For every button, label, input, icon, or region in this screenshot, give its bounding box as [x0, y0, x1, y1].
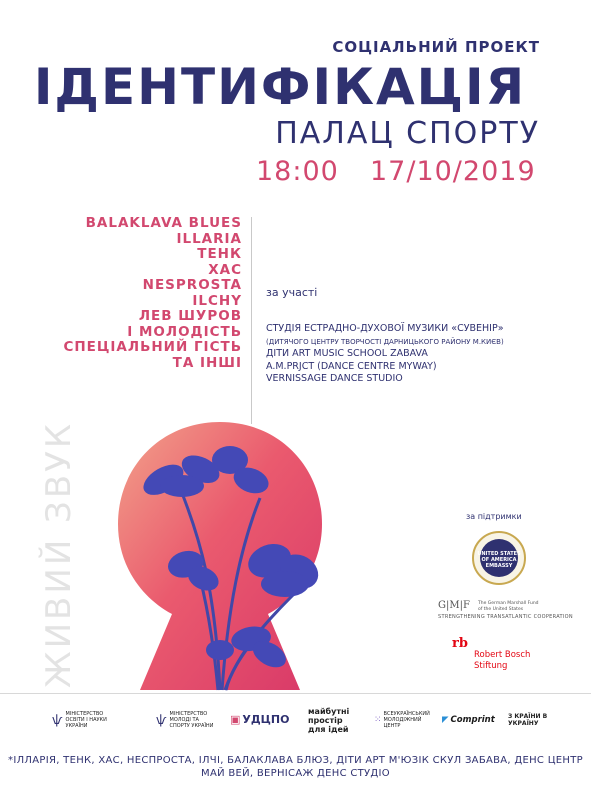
robert-bosch-name	[474, 650, 530, 672]
lineup-item: СПЕЦІАЛЬНИЙ ГІСТЬ	[63, 339, 242, 355]
robert-bosch-logo: rb	[452, 636, 468, 651]
guest-item: A.M.PRJCT (DANCE CENTRE MYWAY)	[266, 360, 437, 372]
live-sound-text: ЖИВИЙ ЗВУК	[39, 420, 79, 688]
participation-label: за участі	[266, 286, 318, 299]
partner-logos	[52, 706, 552, 734]
lineup-item: ТА ІНШІ	[172, 354, 242, 371]
trident-icon: ѱ	[52, 713, 63, 727]
venue: ПАЛАЦ СПОРТУ	[275, 116, 540, 151]
embassy-seal-icon	[472, 531, 526, 585]
partner-logo: ▣ УДЦПО	[230, 713, 290, 726]
subtitle: СОЦІАЛЬНИЙ ПРОЕКТ	[332, 38, 540, 56]
comprint-icon: ◤	[442, 715, 449, 725]
event-time: 18:00	[256, 156, 339, 187]
partner-logo: ⁙ ВСЕУКРАЇНСЬКИЙ МОЛОДІЖНИЙ ЦЕНТР	[374, 711, 430, 729]
dots-icon: ⁙	[374, 715, 382, 725]
live-sound-label	[26, 398, 86, 698]
keyhole-illustration	[100, 418, 340, 693]
robert-bosch-name-line2: Stiftung	[474, 661, 508, 671]
lineup-item: ILCHY	[192, 292, 242, 309]
lineup-list	[60, 216, 242, 371]
event-title: ІДЕНТИФІКАЦІЯ	[33, 58, 527, 116]
footer-divider	[0, 693, 591, 694]
partner-logo: майбутні простір для ідей	[308, 706, 350, 734]
footer-note: *ІЛЛАРІЯ, ТЕНК, ХАС, НЕСПРОСТА, ІЛЧІ, БАЛАКЛАВА БЛЮЗ, ДІТИ АРТ М'ЮЗІК СКУЛ ЗАБАВА, ДЕНС ЦЕНТР МАЙ ВЕЙ, ВЕРНІСАЖ ДЕНС СТУДІО	[8, 755, 583, 779]
partner-logo: З КРАЇНИ В УКРАЇНУ	[508, 713, 548, 727]
partner-logo: ѱ МІНІСТЕРСТВО МОЛОДІ ТА СПОРТУ УКРАЇНИ	[156, 711, 214, 729]
guest-item: VERNISSAGE DANCE STUDIO	[266, 373, 403, 384]
support-label: за підтримки	[466, 512, 522, 521]
gmf-tagline: STRENGTHENING TRANSATLANTIC COOPERATION	[438, 614, 573, 620]
robert-bosch-name-line1: Robert Bosch	[474, 650, 531, 660]
event-date: 17/10/2019	[370, 156, 536, 187]
udcpo-icon: ▣	[230, 713, 241, 726]
gmf-logo: G|M|F	[438, 600, 470, 611]
partner-logo: ѱ МІНІСТЕРСТВО ОСВІТИ І НАУКИ УКРАЇНИ	[52, 711, 107, 729]
guest-list	[266, 323, 504, 386]
gmf-name: The German Marshall Fund of the United States	[478, 601, 539, 612]
partner-logo: ◤ Comprint	[442, 715, 495, 725]
guest-item: ДІТИ ART MUSIC SCHOOL ZABAVA	[266, 348, 428, 359]
lineup-item: ILLARIA	[176, 230, 242, 247]
lineup-divider	[251, 217, 252, 424]
guest-item-note: (ДИТЯЧОГО ЦЕНТРУ ТВОРЧОСТІ ДАРНИЦЬКОГО РАЙОНУ М.КИЄВ)	[266, 337, 504, 346]
lineup-item: І МОЛОДІСТЬ	[127, 323, 242, 340]
trident-icon: ѱ	[156, 713, 167, 727]
lineup-item: NESPROSTA	[142, 277, 242, 293]
lineup-item: BALAKLAVA BLUES	[85, 215, 242, 231]
embassy-seal-text: UNITED STATES OF AMERICA EMBASSY	[477, 551, 521, 569]
lineup-item: ТЕНК	[197, 246, 242, 262]
guest-item: СТУДІЯ ЕСТРАДНО-ДУХОВОЇ МУЗИКИ «СУВЕНІР»	[266, 323, 504, 334]
lineup-item: ЛЕВ ШУРОВ	[138, 308, 242, 324]
lineup-item: ХАС	[208, 261, 242, 278]
